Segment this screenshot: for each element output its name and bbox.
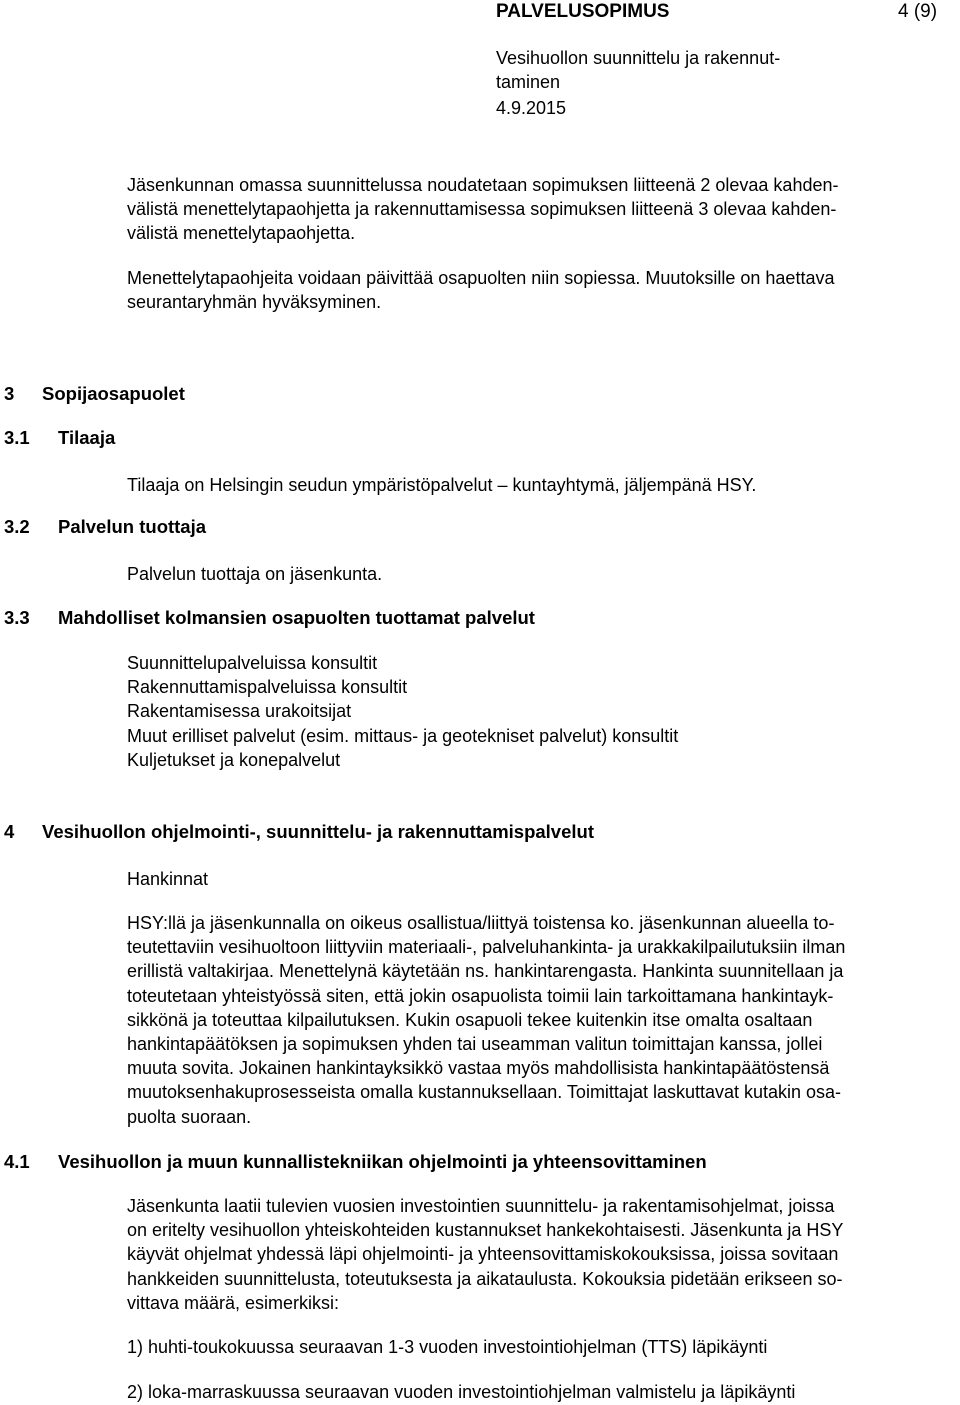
text-line: vittava määrä, esimerkiksi:: [127, 1292, 340, 1313]
page-number: 4 (9): [898, 1, 938, 22]
text-line: sikkönä ja toteuttaa kilpailutuksen. Kukin osapuoli tekee kuitenkin itse omalta osaltaan: [127, 1009, 813, 1030]
text-line: muutoksenhakuprosesseista omalla kustannuksellaan. Toimittajat laskuttavat kutakin osa-: [127, 1082, 842, 1103]
text-line: välistä menettelytapaohjetta ja rakennuttamisessa sopimuksen liitteenä 3 olevaa kahden-: [127, 199, 837, 220]
subtitle-line-1: Vesihuollon suunnittelu ja rakennut-: [496, 48, 781, 68]
text-line: teutettaviin vesihuoltoon liittyviin materiaali-, palveluhankinta- ja urakkakilpailutuksiin ilman: [127, 937, 846, 958]
text-line: käyvät ohjelmat yhdessä läpi ohjelmointi- ja yhteensovittamiskokouksissa, joissa sovitaan: [127, 1244, 839, 1265]
section-3-heading: [4, 382, 185, 406]
section-number: 3.2: [4, 516, 30, 537]
section-4-paragraph: [127, 911, 960, 1129]
section-number: 3.1: [4, 427, 30, 448]
section-title: Tilaaja: [58, 427, 116, 448]
section-3-3-heading: [4, 606, 535, 630]
section-number: 3.3: [4, 607, 30, 628]
section-4-heading: [4, 820, 594, 844]
section-3-2-text: Palvelun tuottaja on jäsenkunta.: [127, 564, 383, 584]
text-line: Jäsenkunnan omassa suunnittelussa noudatetaan sopimuksen liitteenä 2 olevaa kahden-: [127, 175, 839, 195]
text-line: välistä menettelytapaohjetta.: [127, 223, 356, 244]
section-number: 3: [4, 383, 15, 404]
intro-paragraph-1: [127, 173, 960, 246]
document-date: 4.9.2015: [496, 98, 567, 118]
subheading-hankinnat: Hankinnat: [127, 869, 209, 889]
section-3-2-heading: [4, 515, 206, 539]
section-title: Palvelun tuottaja: [58, 516, 207, 537]
list-item: Rakentamisessa urakoitsijat: [127, 701, 352, 722]
section-title: Vesihuollon ohjelmointi-, suunnittelu- ja rakennuttamispalvelut: [42, 821, 594, 842]
text-line: seurantaryhmän hyväksyminen.: [127, 292, 382, 313]
section-4-1-paragraph: [127, 1194, 960, 1315]
section-title: Sopijaosapuolet: [42, 383, 185, 404]
text-line: on eritelty vesihuollon yhteiskohteiden kustannukset hankekohtaisesti. Jäsenkunta ja HSY: [127, 1220, 844, 1241]
list-item: Muut erilliset palvelut (esim. mittaus- ja geotekniset palvelut) konsultit: [127, 725, 679, 746]
section-number: 4: [4, 821, 15, 842]
section-4-1-heading: [4, 1150, 707, 1174]
text-line: puolta suoraan.: [127, 1106, 252, 1127]
document-title: PALVELUSOPIMUS: [496, 1, 670, 22]
section-3-1-heading: [4, 426, 115, 450]
section-title: Vesihuollon ja muun kunnallistekniikan ohjelmointi ja yhteensovittaminen: [58, 1151, 707, 1172]
document-subtitle: [496, 46, 836, 94]
text-line: muuta sovita. Jokainen hankintayksikkö vastaa myös mahdollisista hankintapäätöstensä: [127, 1058, 830, 1079]
meeting-list-item-1: 1) huhti-toukokuussa seuraavan 1-3 vuoden investointiohjelman (TTS) läpikäynti: [127, 1337, 768, 1357]
list-item: Rakennuttamispalveluissa konsultit: [127, 677, 408, 698]
section-3-1-text: Tilaaja on Helsingin seudun ympäristöpalvelut – kuntayhtymä, jäljempänä HSY.: [127, 475, 757, 495]
meeting-list-item-2: 2) loka-marraskuussa seuraavan vuoden investointiohjelman valmistelu ja läpikäynti: [127, 1382, 796, 1402]
section-title: Mahdolliset kolmansien osapuolten tuottamat palvelut: [58, 607, 535, 628]
list-item: Kuljetukset ja konepalvelut: [127, 749, 341, 770]
subtitle-line-2: taminen: [496, 72, 561, 92]
text-line: hankintapäätöksen ja sopimuksen yhden tai useamman valitun toimittajan kanssa, jollei: [127, 1034, 823, 1055]
text-line: Jäsenkunta laatii tulevien vuosien investointien suunnittelu- ja rakentamisohjelmat, joissa: [127, 1196, 835, 1216]
text-line: Menettelytapaohjeita voidaan päivittää osapuolten niin sopiessa. Muutoksille on haettava: [127, 268, 835, 288]
text-line: erillistä valtakirjaa. Menettelynä käytetään ns. hankintarengasta. Hankinta suunnitellaan ja: [127, 961, 844, 982]
text-line: toteutetaan yhteistyössä siten, että jokin osapuolista toimii lain tarkoittamana hankintayk-: [127, 985, 834, 1006]
text-line: HSY:llä ja jäsenkunnalla on oikeus osallistua/liittyä toistensa ko. jäsenkunnan alueella to-: [127, 913, 835, 933]
list-item: Suunnittelupalveluissa konsultit: [127, 653, 378, 673]
text-line: hankkeiden suunnittelusta, toteutuksesta ja aikataulusta. Kokouksia pidetään erikseen so-: [127, 1268, 843, 1289]
section-number: 4.1: [4, 1151, 30, 1172]
service-list: [127, 651, 960, 772]
intro-paragraph-2: [127, 266, 960, 314]
